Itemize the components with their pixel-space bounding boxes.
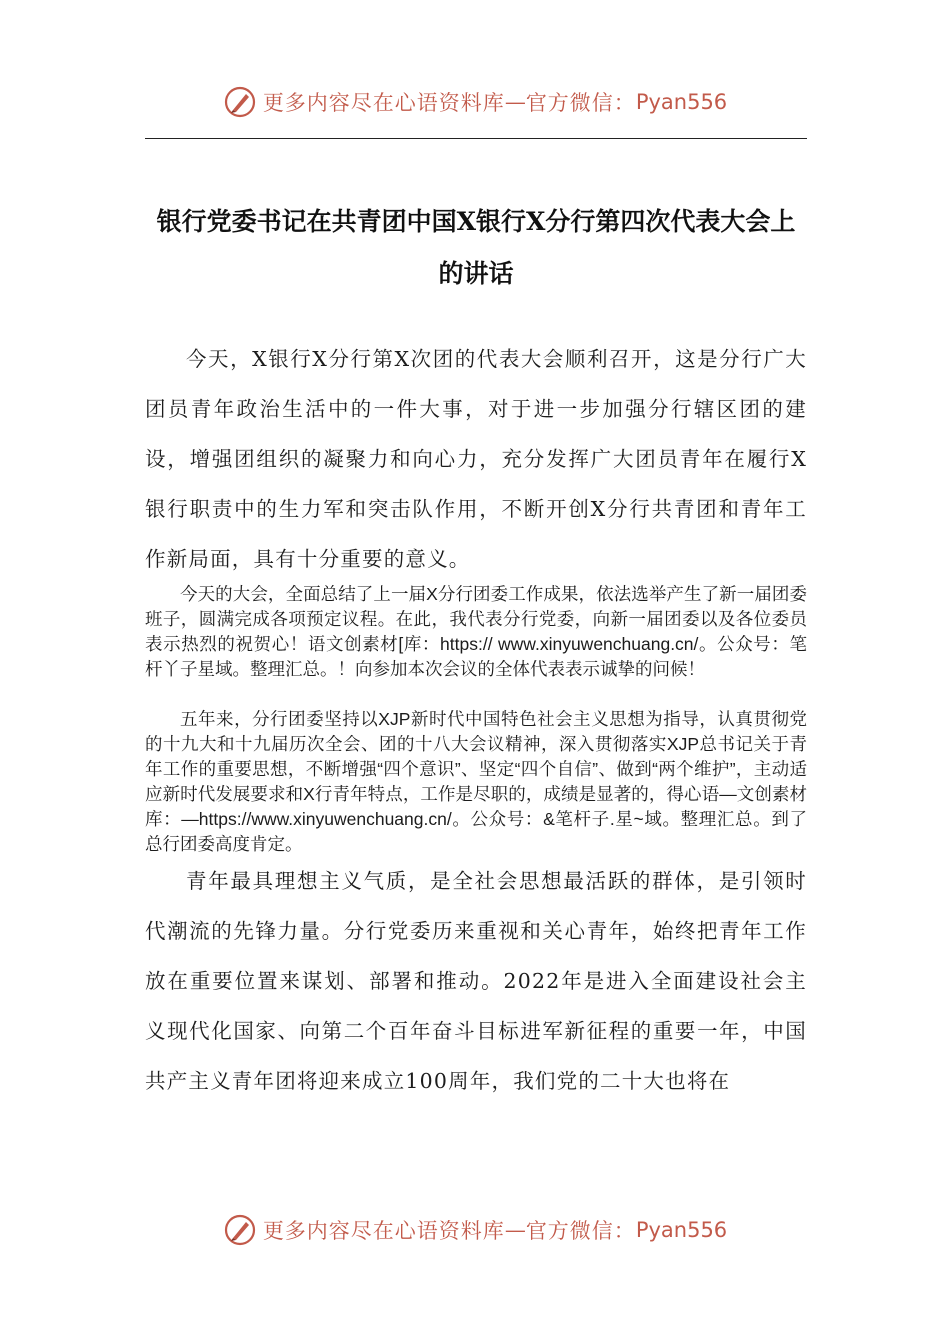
pen-logo-icon [223, 1213, 257, 1247]
footer-separator: — [504, 1218, 526, 1242]
paragraph-2: 今天的大会，全面总结了上一届X分行团委工作成果，依法选举产生了新一届团委班子，圆满完成各项预定议程。在此，我代表分行党委，向新一届团委以及各位委员表示热烈的祝贺心！语文创素材[库：https:// www.xinyuwenchuang.cn/。公众号：笔杆丫子星域。整理汇总。！向参加本次会议的全体代表表示诚挚的问候！ [145, 584, 807, 679]
header-banner [0, 82, 950, 122]
banner-separator: — [504, 90, 526, 114]
header-divider [145, 138, 807, 139]
pen-logo-icon [223, 85, 257, 119]
banner-slogan: 更多内容尽在心语资料库 [262, 91, 505, 115]
document-title: 银行党委书记在共青团中国X银行X分行第四次代表大会上的讲话 [156, 207, 796, 288]
footer-slogan: 更多内容尽在心语资料库 [262, 1219, 505, 1243]
footer-label: 官方微信： [525, 1219, 636, 1243]
banner-handle: Pyan556 [635, 90, 728, 114]
banner-label: 官方微信： [525, 91, 636, 115]
paragraph-3: 五年来，分行团委坚持以XJP新时代中国特色社会主义思想为指导，认真贯彻党的十九大和十九届历次全会、团的十八大会议精神，深入贯彻落实XJP总书记关于青年工作的重要思想，不断增强“四个意识”、坚定“四个自信”、做到“两个维护”，主动适应新时代发展要求和X行青年特点，工作是尽职的，成绩是显著的，得心语—文创素材库：—https://www.xinyuwenchuang.cn/。公众号：&笔杆子.星~域。整理汇总。到了总行团委高度肯定。 [145, 709, 807, 854]
footer-banner [0, 1210, 950, 1250]
paragraph-4: 青年最具理想主义气质，是全社会思想最活跃的群体，是引领时代潮流的先锋力量。分行党委历来重视和关心青年，始终把青年工作放在重要位置来谋划、部署和推动。2022年是进入全面建设社会主义现代化国家、向第二个百年奋斗目标进军新征程的重要一年，中国共产主义青年团将迎来成立100周年，我们党的二十大也将在 [145, 869, 807, 1093]
paragraph-1: 今天，X银行X分行第X次团的代表大会顺利召开，这是分行广大团员青年政治生活中的一件大事，对于进一步加强分行辖区团的建设，增强团组织的凝聚力和向心力，充分发挥广大团员青年在履行X银行职责中的生力军和突击队作用，不断开创X分行共青团和青年工作新局面，具有十分重要的意义。 [145, 347, 807, 571]
footer-handle: Pyan556 [635, 1218, 728, 1242]
